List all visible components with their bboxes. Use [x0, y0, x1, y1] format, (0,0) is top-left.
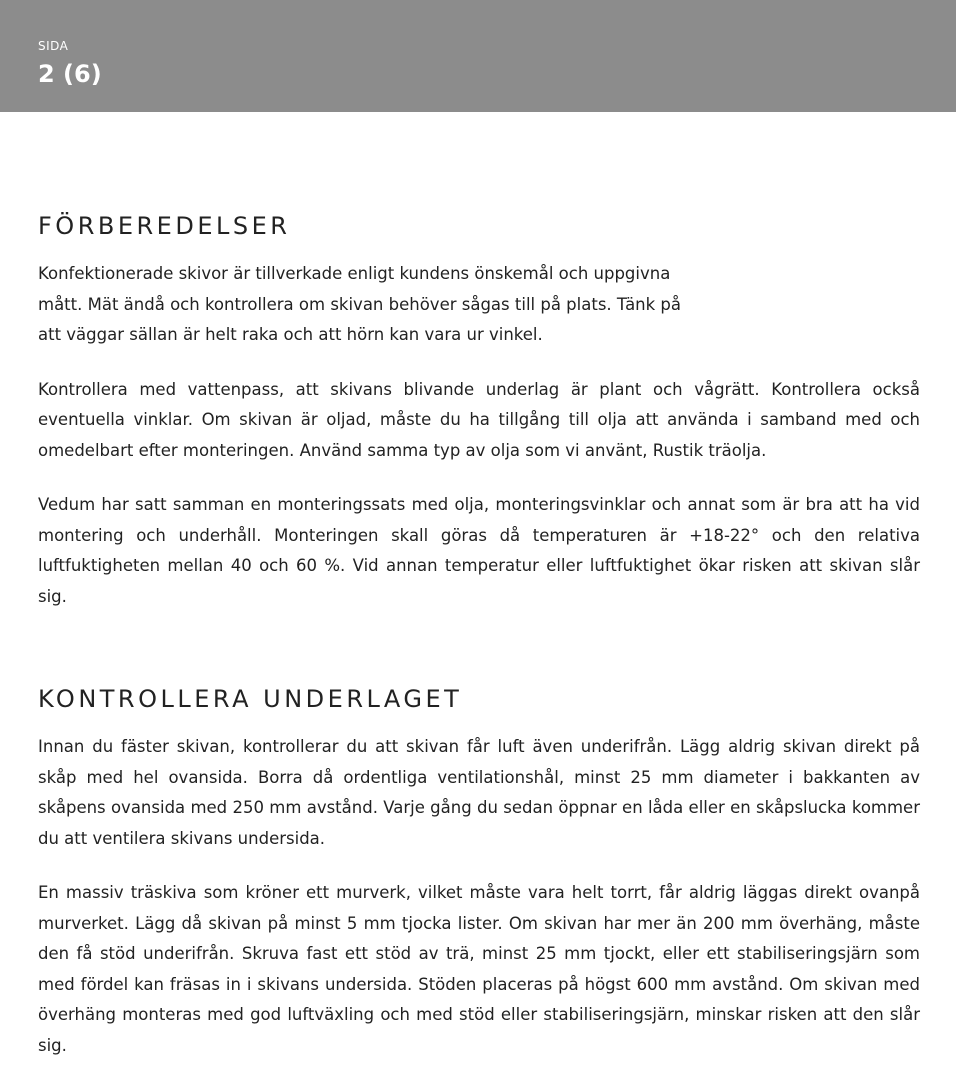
- page-number: 2 (6): [38, 60, 102, 88]
- section-heading: KONTROLLERA UNDERLAGET: [38, 685, 463, 713]
- paragraph: Vedum har satt samman en monteringssats med olja, monteringsvinklar och annat som är bra att ha vid montering och underhåll. Monteringen skall göras då temperaturen är +18-22° och den relativa luftfuktigheten mellan 40 och 60 %. Vid annan temperatur eller luftfuktighet ökar risken att skivan slår sig.: [38, 495, 920, 606]
- paragraph: Kontrollera med vattenpass, att skivans blivande underlag är plant och vågrätt. Kontrollera också eventuella vinklar. Om skivan är oljad, måste du ha tillgång till olja att använda i samband med och omedelbart efter monteringen. Använd samma typ av olja som vi använt, Rustik träolja.: [38, 379, 920, 460]
- section-kontrollera-underlaget: [38, 681, 920, 1061]
- paragraph: Innan du fäster skivan, kontrollerar du att skivan får luft även underifrån. Lägg aldrig skivan direkt på skåp med hel ovansida. Borra då ordentliga ventilationshål, minst 25 mm diameter i bakkanten av skåpens ovansida med 250 mm avstånd. Varje gång du sedan öppnar en låda eller en skåpslucka kommer du att ventilera skivans undersida.: [38, 737, 920, 848]
- document-body: [38, 208, 920, 1085]
- paragraph: En massiv träskiva som kröner ett murverk, vilket måste vara helt torrt, får aldrig läggas direkt ovanpå murverket. Lägg då skivan på minst 5 mm tjocka lister. Om skivan har mer än 200 mm överhäng, måste den få stöd underifrån. Skruva fast ett stöd av trä, minst 25 mm tjockt, eller ett stabiliseringsjärn som med fördel kan fräsas in i skivans undersida. Stöden placeras på högst 600 mm avstånd. Om skivan med överhäng monteras med god luftväxling och med stöd eller stabiliseringsjärn, minskar risken att den slår sig.: [38, 883, 920, 1055]
- page-header: [0, 0, 956, 112]
- section-forberedelser: [38, 208, 920, 612]
- section-spacer: [38, 636, 920, 681]
- page-label: SIDA: [38, 39, 69, 53]
- paragraph: Konfektionerade skivor är tillverkade enligt kundens önskemål och uppgivna mått. Mät ändå och kontrollera om skivan behöver sågas till på plats. Tänk på att väggar sällan är helt raka och att hörn kan vara ur vinkel.: [38, 264, 682, 344]
- section-heading: FÖRBEREDELSER: [38, 212, 291, 240]
